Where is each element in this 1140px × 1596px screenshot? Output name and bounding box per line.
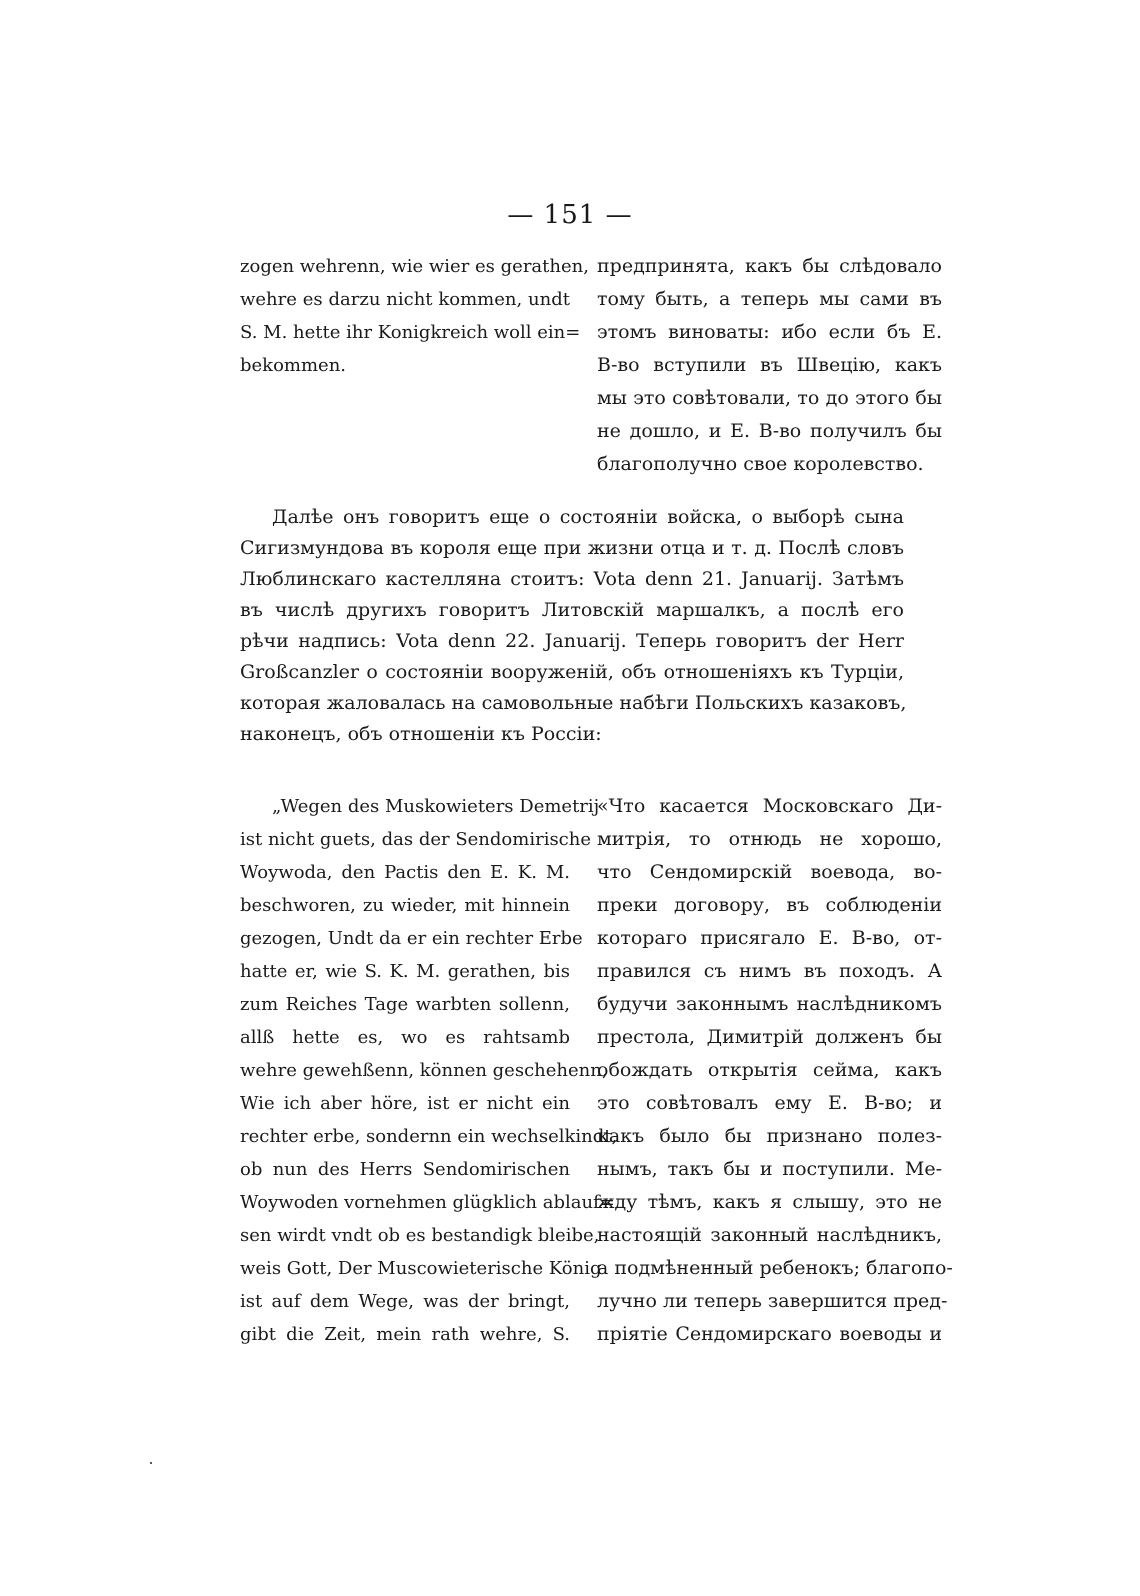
german-line: beschworen, zu wieder, mit hinnein xyxy=(240,895,570,916)
german-column-2 xyxy=(240,790,618,1351)
russian-line: тому быть, а теперь мы сами въ xyxy=(597,288,942,310)
russian-line: лучно ли теперь завершится пред- xyxy=(597,1290,948,1312)
russian-line: пріятіе Сендомирскаго воеводы и xyxy=(597,1323,942,1345)
german-line: zogen wehrenn, wie wier es gerathen, xyxy=(240,256,589,277)
german-line: wehre es darzu nicht kommen, undt xyxy=(240,289,570,310)
german-line: gezogen, Undt da er ein rechter Erbe xyxy=(240,928,583,949)
russian-line: престола, Димитрій долженъ бы xyxy=(597,1026,942,1048)
paragraph-line: Далѣе онъ говоритъ еще о состояніи войска, о выборѣ сына xyxy=(272,506,904,528)
german-line: sen wirdt vndt ob es bestandigk bleibe, xyxy=(240,1225,600,1246)
russian-line: настоящій законный наслѣдникъ, xyxy=(597,1224,942,1246)
german-line: zum Reiches Tage warbten sollenn, xyxy=(240,994,570,1015)
german-line: bekommen. xyxy=(240,355,347,376)
russian-line: нымъ, такъ бы и поступили. Ме- xyxy=(597,1158,942,1180)
german-line: allß hette es, wo es rahtsamb xyxy=(240,1027,570,1048)
paragraph-line: Сигизмундова въ короля еще при жизни отца и т. д. Послѣ словъ xyxy=(240,537,904,559)
russian-line: В-во вступили въ Швецію, какъ xyxy=(597,354,942,376)
paragraph-line: наконецъ, объ отношеніи къ Россіи: xyxy=(240,723,602,745)
german-line: S. M. hette ihr Konigkreich woll ein= xyxy=(240,322,581,343)
german-line: Wie ich aber höre, ist er nicht ein xyxy=(240,1093,570,1114)
paragraph-line: рѣчи надпись: Vota denn 22. Januarij. Теперь говоритъ der Herr xyxy=(240,630,904,652)
german-line: hatte er, wie S. K. M. gerathen, bis xyxy=(240,961,570,982)
german-column-1 xyxy=(240,250,589,382)
german-line: Woywoden vornehmen glügklich ablauf= xyxy=(240,1192,615,1213)
russian-column-2 xyxy=(597,790,953,1351)
russian-column-1 xyxy=(597,250,942,481)
russian-line: что Сендомирскій воевода, во- xyxy=(597,861,942,883)
russian-line: митрія, то отнюдь не хорошо, xyxy=(597,828,942,850)
russian-line: а подмѣненный ребенокъ; благопо- xyxy=(597,1257,953,1279)
russian-line: обождать открытія сейма, какъ xyxy=(597,1059,942,1081)
russian-line: жду тѣмъ, какъ я слышу, это не xyxy=(597,1191,942,1213)
german-line: ist nicht guets, das der Sendomirische xyxy=(240,829,592,850)
german-line: ob nun des Herrs Sendomirischen xyxy=(240,1159,570,1180)
paragraph-line: Großcanzler о состояніи вооруженій, объ отношеніяхъ къ Турціи, xyxy=(240,661,904,683)
german-line: wehre gewehßenn, können geschehenn, xyxy=(240,1060,608,1081)
german-line: Woywoda, den Pactis den E. K. M. xyxy=(240,862,570,883)
page-number: — 151 — xyxy=(507,200,633,230)
russian-line: этомъ виноваты: ибо если бъ Е. xyxy=(597,321,942,343)
russian-line: мы это совѣтовали, то до этого бы xyxy=(597,387,942,409)
russian-line: будучи законнымъ наслѣдникомъ xyxy=(597,993,942,1015)
russian-line: преки договору, въ соблюденіи xyxy=(597,894,942,916)
russian-line: правился съ нимъ въ походъ. А xyxy=(597,960,942,982)
scan-speck xyxy=(150,1462,152,1464)
german-line: „Wegen des Muskowieters Demetrij xyxy=(272,796,600,817)
german-line: ist auf dem Wege, was der bringt, xyxy=(240,1291,570,1312)
paragraph-line: Люблинскаго кастелляна стоитъ: Vota denn 21. Januarij. Затѣмъ xyxy=(240,568,904,590)
russian-line: не дошло, и Е. В-во получилъ бы xyxy=(597,420,942,442)
commentary-paragraph xyxy=(240,502,907,750)
russian-line: какъ было бы признано полез- xyxy=(597,1125,942,1147)
russian-line: это совѣтовалъ ему Е. В-во; и xyxy=(597,1092,942,1114)
german-line: weis Gott, Der Muscowieterische König xyxy=(240,1258,602,1279)
german-line: rechter erbe, sondernn ein wechselkindt, xyxy=(240,1126,618,1147)
russian-line: предпринята, какъ бы слѣдовало xyxy=(597,255,942,277)
paragraph-line: которая жаловалась на самовольные набѣги Польскихъ казаковъ, xyxy=(240,692,907,714)
paragraph-line: въ числѣ другихъ говоритъ Литовскій маршалкъ, а послѣ его xyxy=(240,599,904,621)
russian-line: котораго присягало Е. В-во, от- xyxy=(597,927,942,949)
russian-line: благополучно свое королевство. xyxy=(597,453,924,475)
russian-line: «Что касается Московскаго Ди- xyxy=(597,795,942,817)
german-line: gibt die Zeit, mein rath wehre, S. xyxy=(240,1324,570,1345)
